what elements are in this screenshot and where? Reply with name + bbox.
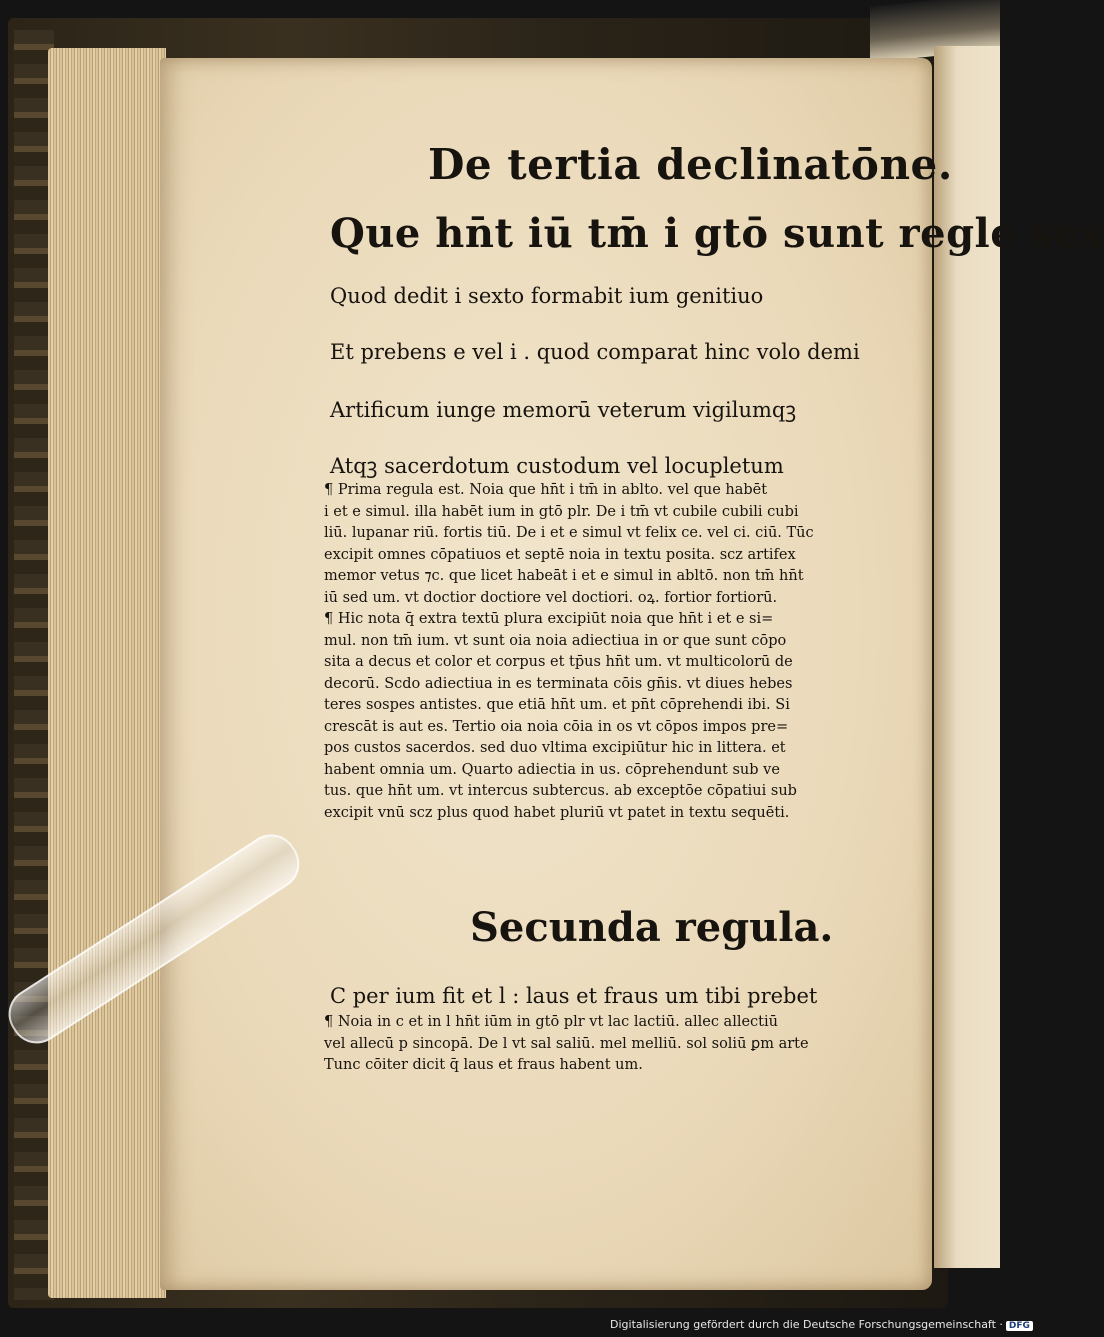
commentary-line: tus. que hn̄t um. vt intercus subtercus. ab exceptōe cōpatiui sub	[324, 783, 797, 799]
commentary-line: ¶ Noia in c et in l hn̄t iūm in gtō plr vt lac lactiū. allec allectiū	[324, 1014, 778, 1030]
commentary-line: ¶ Prima regula est. Noia que hn̄t i tm̄ in ablto. vel que habēt	[324, 482, 768, 498]
page-subtitle: Que hn̄t iū tm̄ i gtō sunt regle sex	[330, 210, 1104, 257]
verse-line: Quod dedit i sexto formabit ium genitiuo	[330, 284, 764, 308]
commentary-line: Tunc cōiter dicit q̄ laus et fraus habent um.	[324, 1057, 643, 1073]
commentary-line: sita a decus et color et corpus et tp̄us hn̄t um. vt multicolorū de	[324, 654, 793, 670]
commentary-line: crescāt is aut es. Tertio oia noia cōia in os vt cōpos impos pre=	[324, 718, 789, 735]
verse-line: Et prebens e vel i . quod comparat hinc volo demi	[330, 340, 860, 364]
commentary-line: i et e simul. illa habēt ium in gtō plr. De i tm̄ vt cubile cubili cubi	[324, 503, 799, 520]
commentary-block	[324, 480, 814, 824]
page-edges	[48, 48, 166, 1298]
verse-line: Atqꝫ sacerdotum custodum vel locupletum	[330, 454, 784, 478]
commentary-line: vel allecū p sincopā. De l vt sal saliū. mel melliū. sol soliū ꝑm arte	[324, 1035, 809, 1052]
section-heading: Secunda regula.	[470, 904, 834, 951]
dfg-logo: DFG	[1006, 1321, 1033, 1331]
commentary-line: excipit vnū scz plus quod habet pluriū vt patet in textu sequēti.	[324, 804, 790, 821]
commentary-line: teres sospes antistes. que etiā hn̄t um. et pn̄t cōprehendi ibi. Si	[324, 697, 790, 713]
commentary-line: habent omnia um. Quarto adiectia in us. cōprehendunt sub ve	[324, 761, 780, 778]
commentary-line: iū sed um. vt doctior doctiore vel doctiori. oꝝ. fortior fortiorū.	[324, 589, 778, 606]
commentary-line: memor vetus ⁊c. que licet habeāt i et e simul in abltō. non tm̄ hn̄t	[324, 568, 804, 584]
verse-line: Artificum iunge memorū veterum vigilumqꝫ	[330, 398, 797, 422]
page-title: De tertia declinatōne.	[428, 140, 953, 189]
commentary-line: excipit omnes cōpatiuos et septē noia in textu posita. scz artifex	[324, 546, 796, 563]
footer-credit	[610, 1318, 1033, 1331]
commentary-line: ¶ Hic nota q̄ extra textū plura excipiūt noia que hn̄t i et e si=	[324, 611, 774, 627]
commentary-line: mul. non tm̄ ium. vt sunt oia noia adiectiua in or que sunt cōpo	[324, 632, 787, 649]
footer-text: Digitalisierung gefördert durch die Deutsche Forschungsgemeinschaft ·	[610, 1318, 1003, 1331]
commentary-line: decorū. Scdo adiectiua in es terminata cōis gn̄is. vt diues hebes	[324, 675, 793, 692]
verse-line: C per ium fit et l : laus et fraus um tibi prebet	[330, 984, 818, 1008]
commentary-line: liū. lupanar riū. fortis tiū. De i et e simul vt felix ce. vel ci. ciū. Tūc	[324, 525, 814, 541]
commentary-block	[324, 1012, 809, 1077]
commentary-line: pos custos sacerdos. sed duo vltima excipiūtur hic in littera. et	[324, 740, 786, 756]
